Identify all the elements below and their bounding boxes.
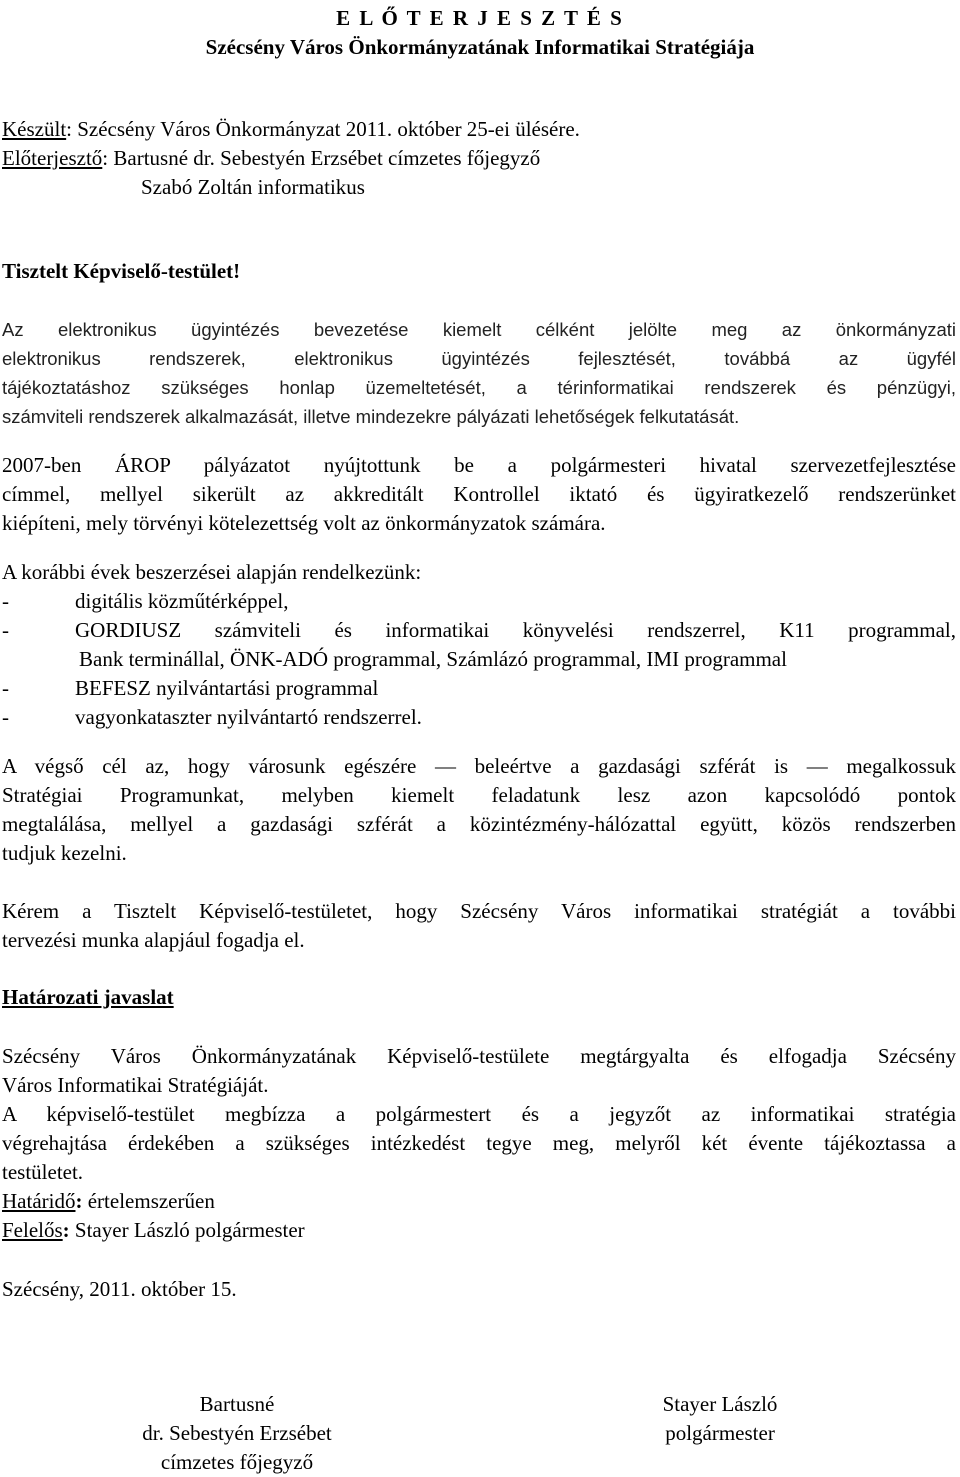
- goal-paragraph: [2, 752, 956, 868]
- signature-left-line: dr. Sebestyén Erzsébet: [142, 1421, 332, 1445]
- intro-paragraph: [2, 315, 956, 431]
- request-line: tervezési munka alapjául fogadja el.: [2, 928, 305, 952]
- presenter-line: [2, 144, 540, 173]
- presenter-label: Előterjesztő: [2, 146, 103, 170]
- signature-right-line: polgármester: [665, 1421, 775, 1445]
- goal-line: megtalálása, mellyel a gazdasági szférát a közintézmény-hálózattal együtt, közös rendszerben: [2, 812, 956, 836]
- deadline-line: [2, 1187, 215, 1216]
- signature-left-line: címzetes főjegyző: [160, 1450, 314, 1474]
- prepared-label: Készült: [2, 117, 67, 141]
- arop-line: kiépíteni, mely törvényi kötelezettség volt az önkormányzatok számára.: [2, 511, 606, 535]
- list-bullet: -: [2, 589, 9, 613]
- list-item: [2, 587, 956, 616]
- list-item-text: vagyonkataszter nyilvántartó rendszerrel.: [75, 705, 422, 729]
- presenter-second: Szabó Zoltán informatikus: [141, 175, 365, 199]
- resolution-line: Szécsény Város Önkormányzatának Képviselő-testülete megtárgyalta és elfogadja Szécsény: [2, 1044, 956, 1068]
- intro-line: számviteli rendszerek alkalmazását, illetve mindezekre pályázati lehetőségek felkutatását.: [2, 406, 740, 427]
- prepared-value: : Szécsény Város Önkormányzat 2011. október 25-ei ülésére.: [66, 117, 580, 141]
- signature-right: [620, 1390, 820, 1448]
- list-item-text: digitális közműtérképpel,: [75, 589, 289, 613]
- document-title: Szécsény Város Önkormányzatának Informatikai Stratégiája: [205, 35, 755, 59]
- deadline-colon: :: [75, 1189, 83, 1213]
- goal-line: A végső cél az, hogy városunk egészére — beleértve a gazdasági szférát is — megalkossuk: [2, 754, 956, 778]
- signature-right-line: Stayer László: [662, 1392, 778, 1416]
- deadline-label: Határidő: [2, 1189, 76, 1213]
- list-item-continuation: Bank terminállal, ÖNK-ADÓ programmal, Számlázó programmal, IMI programmal: [79, 647, 787, 671]
- date-place: Szécsény, 2011. október 15.: [2, 1277, 237, 1301]
- presenter-value: : Bartusné dr. Sebestyén Erzsébet címzetes főjegyző: [102, 146, 541, 170]
- intro-line: Az elektronikus ügyintézés bevezetése kiemelt célként jelölte meg az önkormányzati: [2, 319, 956, 340]
- goal-line: tudjuk kezelni.: [2, 841, 127, 865]
- list-item: [2, 616, 956, 645]
- resolution-line: végrehajtása érdekében a szükséges intézkedést tegye meg, melyről két évente tájékoztassa a: [2, 1131, 956, 1155]
- list-bullet: -: [2, 705, 9, 729]
- list-item-text: GORDIUSZ számviteli és informatikai könyvelési rendszerrel, K11 programmal,: [75, 618, 956, 642]
- acquisitions-list: [2, 587, 956, 732]
- request-paragraph: [2, 897, 956, 955]
- list-item-text: BEFESZ nyilvántartási programmal: [75, 676, 379, 700]
- arop-line: 2007-ben ÁROP pályázatot nyújtottunk be a polgármesteri hivatal szervezetfejlesztése: [2, 453, 956, 477]
- arop-line: címmel, mellyel sikerült az akkreditált Kontrollel iktató és ügyiratkezelő rendszerünket: [2, 482, 956, 506]
- responsible-line: [2, 1216, 305, 1245]
- signature-left-line: Bartusné: [199, 1392, 275, 1416]
- list-bullet: -: [2, 676, 9, 700]
- responsible-value: Stayer László polgármester: [69, 1218, 305, 1242]
- responsible-colon: :: [62, 1218, 70, 1242]
- acquisitions-intro: A korábbi évek beszerzései alapján rendelkezünk:: [2, 560, 422, 584]
- resolution-heading: Határozati javaslat: [2, 985, 174, 1009]
- request-line: Kérem a Tisztelt Képviselő-testületet, hogy Szécsény Város informatikai stratégiát a további: [2, 899, 956, 923]
- resolution-line: Város Informatikai Stratégiáját.: [2, 1073, 269, 1097]
- resolution-paragraph-1: [2, 1042, 956, 1100]
- intro-line: elektronikus rendszerek, elektronikus ügyintézés fejlesztését, továbbá az ügyfél: [2, 348, 956, 369]
- resolution-paragraph-2: [2, 1100, 956, 1187]
- responsible-label: Felelős: [2, 1218, 63, 1242]
- arop-paragraph: [2, 451, 956, 538]
- list-item: [2, 703, 956, 732]
- resolution-line: testületet.: [2, 1160, 84, 1184]
- signature-left: [102, 1390, 372, 1477]
- list-item: [2, 674, 956, 703]
- intro-line: tájékoztatáshoz szükséges honlap üzemeltetését, a térinformatikai rendszerek és pénzügyi,: [2, 377, 956, 398]
- goal-line: Stratégiai Programunkat, melyben kiemelt feladatunk lesz azon kapcsolódó pontok: [2, 783, 956, 807]
- deadline-value: értelemszerűen: [82, 1189, 215, 1213]
- document-type-title: E L Ő T E R J E S Z T É S: [336, 6, 624, 30]
- resolution-line: A képviselő-testület megbízza a polgármestert és a jegyzőt az informatikai stratégia: [2, 1102, 956, 1126]
- list-bullet: -: [2, 618, 9, 642]
- salutation: Tisztelt Képviselő-testület!: [2, 259, 241, 283]
- prepared-for-line: [2, 115, 580, 144]
